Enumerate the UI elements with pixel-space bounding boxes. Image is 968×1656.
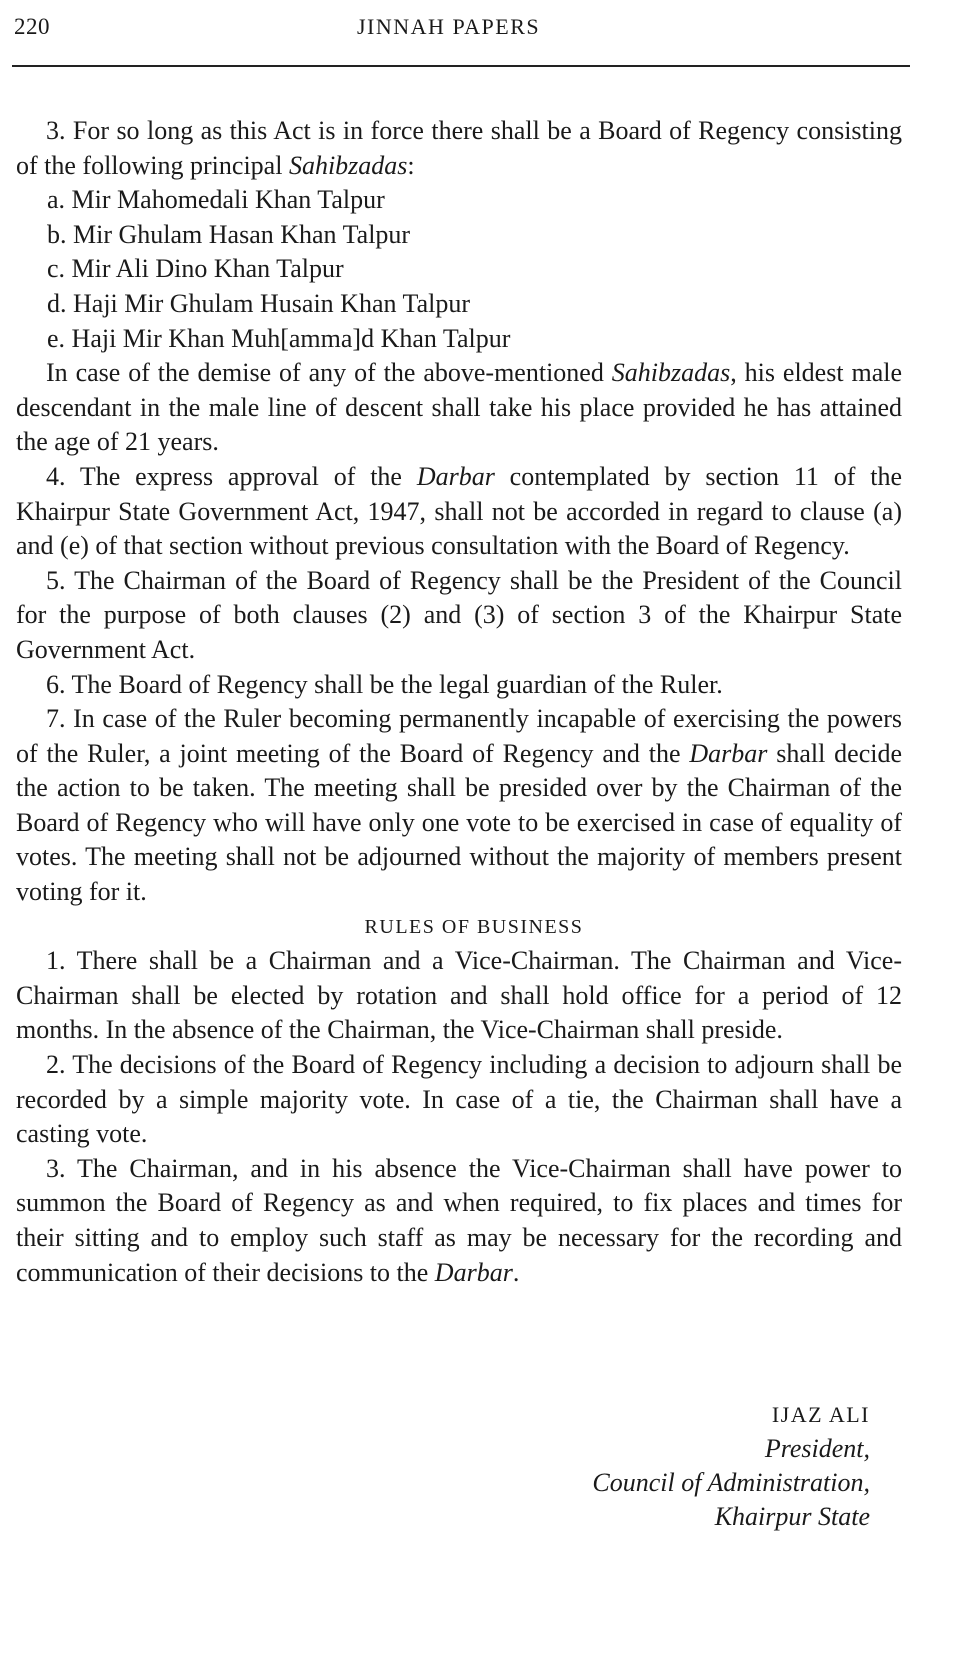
section-heading-rules: RULES OF BUSINESS [364,915,584,938]
italic-term: Sahibzadas [288,150,408,180]
signatory-body: Council of Administration, [592,1468,870,1497]
paragraph-demise: In case of the demise of any of the above-mentioned Sahibzadas, his eldest male descendant in the male line of descent shall take his place provided he has attained the age of 21 years. [16,358,903,457]
list-item-member-a: a. Mir Mahomedali Khan Talpur [47,185,385,215]
list-item-member-d: d. Haji Mir Ghulam Husain Khan Talpur [47,288,471,318]
paragraph-section-3: 3. For so long as this Act is in force there shall be a Board of Regency consisting of the following principal Sahibzadas: [16,116,902,180]
signatory-state: Khairpur State [714,1502,870,1531]
italic-term: Darbar [416,461,495,491]
body-text [16,114,902,1290]
paragraph-rule-2: 2. The decisions of the Board of Regency including a decision to adjourn shall be recorded by a simple majority vote. In case of a tie, the Chairman shall have a casting vote. [16,1050,902,1149]
signatory-name: IJAZ ALI [771,1402,870,1427]
page-number: 220 [14,14,50,39]
paragraph-rule-1: 1. There shall be a Chairman and a Vice-Chairman. The Chairman and Vice-Chairman shall be elected by rotation and shall hold office for a period of 12 months. In the absence of the Chairman, the Vice-Chairman shall preside. [16,946,902,1045]
signatory-title: President, [764,1434,870,1463]
italic-term: Sahibzadas [611,358,731,388]
list-item-member-b: b. Mir Ghulam Hasan Khan Talpur [47,219,411,249]
paragraph-rule-3: 3. The Chairman, and in his absence the Vice-Chairman shall have power to summon the Board of Regency as and when required, to fix places and times for their sitting and to employ such staff as may be necessary for the recording and communication of their decisions to the Darbar. [16,1153,902,1287]
paragraph-section-6: 6. The Board of Regency shall be the legal guardian of the Ruler. [46,669,723,699]
page-header [0,0,968,72]
list-item-member-e: e. Haji Mir Khan Muh[amma]d Khan Talpur [47,323,511,353]
italic-term: Darbar [434,1257,513,1287]
header-rule [12,65,910,67]
paragraph-section-5: 5. The Chairman of the Board of Regency shall be the President of the Council for the purpose of both clauses (2) and (3) of section 3 of the Khairpur State Government Act. [16,565,902,664]
signature-block [592,1398,870,1534]
paragraph-section-4: 4. The express approval of the Darbar contemplated by section 11 of the Khairpur State Government Act, 1947, shall not be accorded in regard to clause (a) and (e) of that section without previous consultation with the Board of Regency. [16,461,902,561]
paragraph-section-7: 7. In case of the Ruler becoming permanently incapable of exercising the powers of the Ruler, a joint meeting of the Board of Regency and the Darbar shall decide the action to be taken. The meeting shall be presided over by the Chairman of the Board of Regency who will have only one vote to be exercised in case of equality of votes. The meeting shall not be adjourned without the majority of members present voting for it. [16,704,902,907]
italic-term: Darbar [689,738,768,768]
running-head: JINNAH PAPERS [357,14,541,39]
list-item-member-c: c. Mir Ali Dino Khan Talpur [47,254,344,284]
